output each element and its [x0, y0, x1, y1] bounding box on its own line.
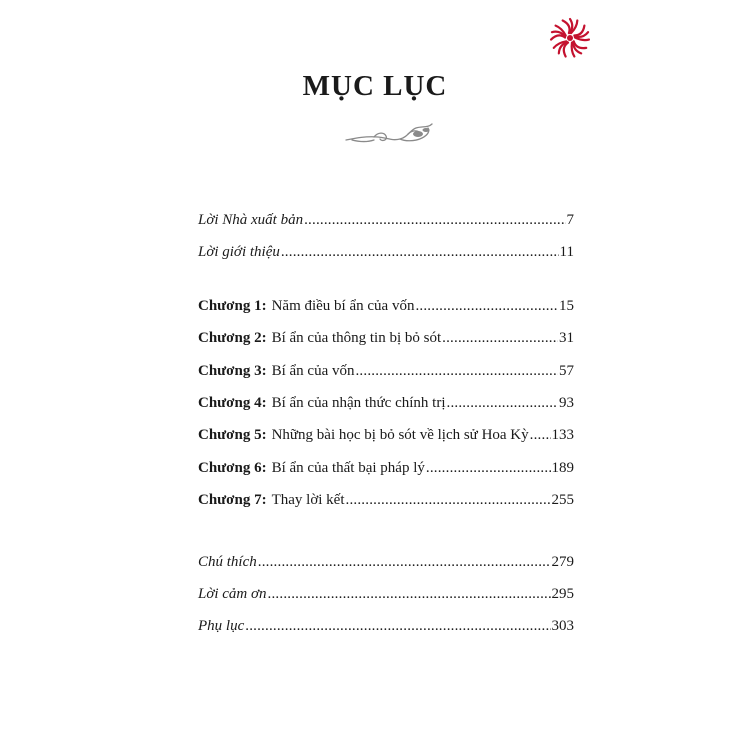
toc-entry	[198, 460, 574, 492]
chapter-number: Chương 2:	[198, 330, 267, 347]
entry-title: Lời cảm ơn	[198, 585, 267, 602]
toc-entry	[198, 244, 574, 276]
dot-leader	[447, 395, 559, 412]
dot-leader	[415, 298, 558, 315]
entry-title: Phụ lục	[198, 618, 245, 635]
toc-entry	[198, 427, 574, 459]
chapter-number: Chương 7:	[198, 492, 267, 509]
entry-title: Bí ẩn của thông tin bị bỏ sót	[271, 330, 442, 347]
dot-leader	[258, 554, 551, 571]
toc-entry	[198, 298, 574, 330]
page-number: 279	[551, 553, 574, 570]
page-number: 31	[559, 330, 574, 347]
dot-leader	[346, 492, 551, 509]
entry-title: Bí ẩn của nhận thức chính trị	[271, 394, 446, 411]
dot-leader	[304, 212, 565, 229]
entry-title: Năm điều bí ẩn của vốn	[271, 297, 415, 314]
page-number: 255	[551, 492, 574, 509]
dot-leader	[530, 427, 551, 444]
entry-title: Thay lời kết	[271, 492, 345, 509]
chapter-list	[198, 298, 574, 525]
page-number: 11	[559, 244, 574, 261]
entry-title: Bí ẩn của thất bại pháp lý	[271, 459, 425, 476]
chapter-number: Chương 6:	[198, 459, 267, 476]
dot-leader	[268, 586, 551, 603]
dot-leader	[281, 244, 559, 261]
toc-entry	[198, 492, 574, 524]
dot-leader	[442, 330, 558, 347]
chapter-number: Chương 1:	[198, 297, 267, 314]
toc-entry	[198, 554, 574, 586]
page-number: 303	[551, 618, 574, 635]
toc-entry	[198, 395, 574, 427]
toc-entry	[198, 330, 574, 362]
toc-entry	[198, 586, 574, 618]
entry-title: Lời giới thiệu	[198, 244, 280, 261]
flourish-ornament-icon	[344, 120, 436, 146]
entry-title: Những bài học bị bỏ sót về lịch sử Hoa Kỳ	[271, 427, 529, 444]
front-matter-list	[198, 212, 574, 277]
page-number: 57	[559, 362, 574, 379]
toc-entry	[198, 363, 574, 395]
page-number: 189	[551, 459, 574, 476]
publisher-star-logo-icon	[548, 16, 592, 60]
page-title: MỤC LỤC	[302, 70, 448, 102]
back-matter-list	[198, 554, 574, 651]
dot-leader	[355, 363, 558, 380]
entry-title: Bí ẩn của vốn	[271, 362, 355, 379]
dot-leader	[426, 460, 551, 477]
table-of-contents	[198, 212, 574, 651]
entry-title: Lời Nhà xuất bản	[198, 212, 304, 228]
page-number: 15	[559, 297, 574, 314]
toc-entry	[198, 212, 574, 244]
chapter-number: Chương 4:	[198, 394, 267, 411]
page-number: 133	[551, 427, 574, 444]
page-number: 93	[559, 394, 574, 411]
toc-entry	[198, 618, 574, 650]
page-number: 295	[551, 585, 574, 602]
page-number: 7	[566, 212, 574, 228]
entry-title: Chú thích	[198, 553, 257, 570]
chapter-number: Chương 5:	[198, 427, 267, 444]
dot-leader	[245, 618, 550, 635]
chapter-number: Chương 3:	[198, 362, 267, 379]
